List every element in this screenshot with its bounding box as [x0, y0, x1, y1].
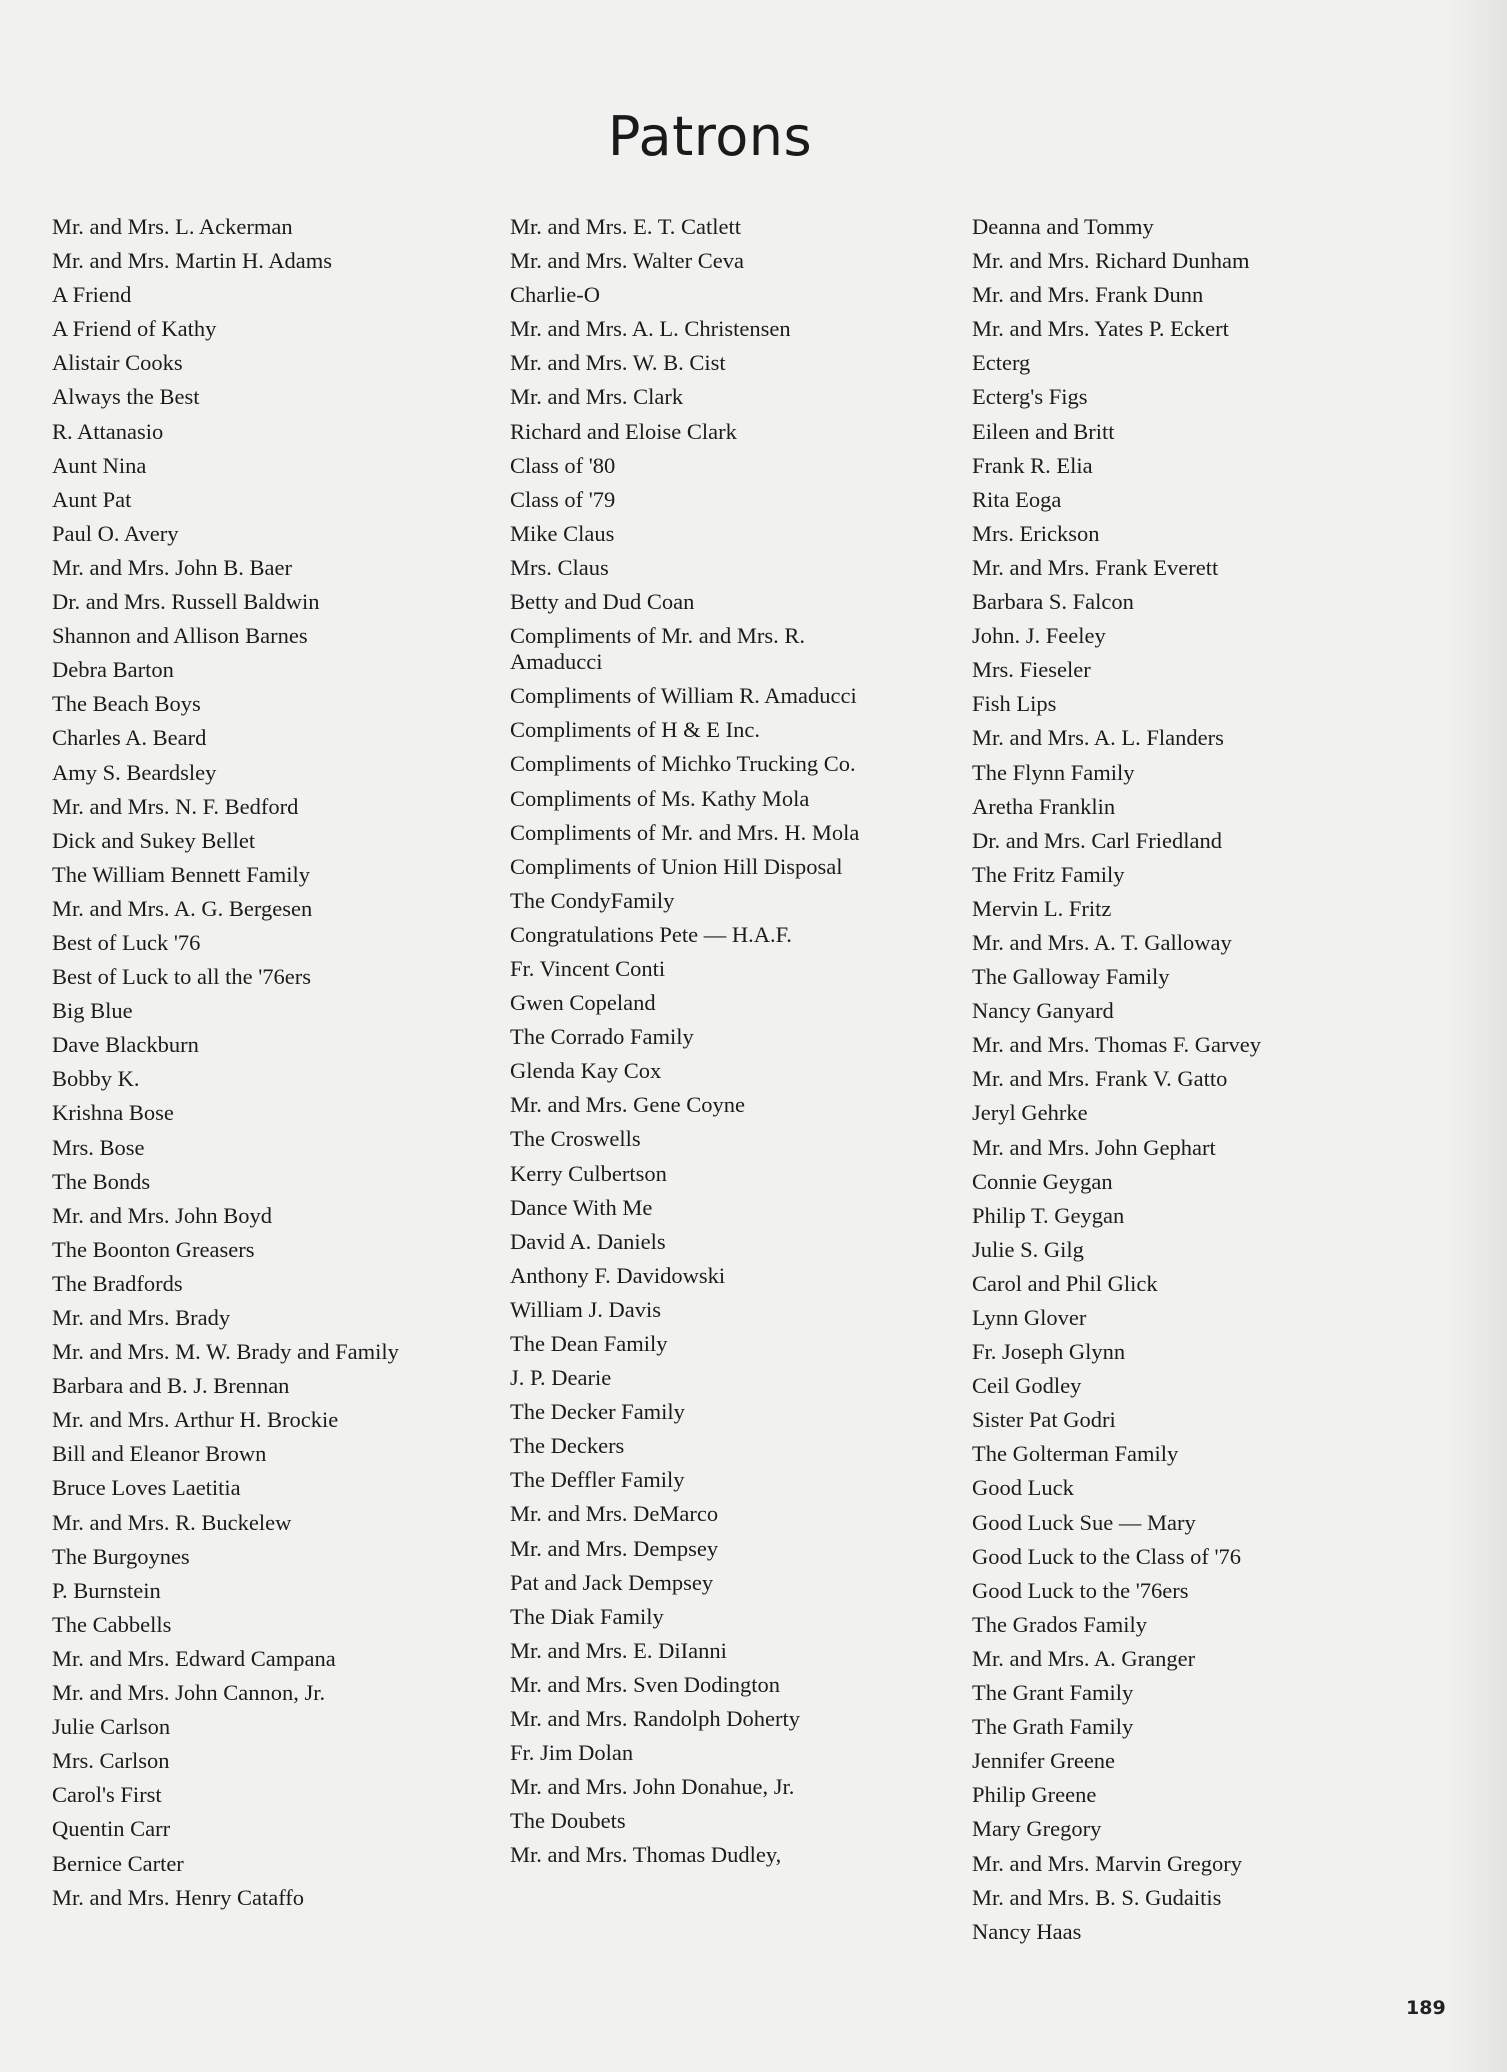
- patron-entry: Gwen Copeland: [510, 990, 656, 1016]
- patron-entry: Jennifer Greene: [972, 1748, 1116, 1774]
- patron-entry: Ceil Godley: [972, 1373, 1082, 1399]
- patron-entry: The CondyFamily: [510, 887, 675, 913]
- patron-entry: Jeryl Gehrke: [972, 1100, 1088, 1126]
- patron-entry: Mrs. Claus: [510, 554, 609, 580]
- patron-entry: Mr. and Mrs. Gene Coyne: [510, 1092, 745, 1118]
- patron-column-2: [510, 214, 900, 1877]
- patron-entry: The Flynn Family: [972, 759, 1135, 785]
- patron-entry: Bill and Eleanor Brown: [52, 1441, 267, 1467]
- patron-entry: The Galloway Family: [972, 964, 1170, 990]
- patron-entry: Mr. and Mrs. A. G. Bergesen: [52, 895, 313, 921]
- patron-entry: Mr. and Mrs. John Donahue, Jr.: [510, 1774, 795, 1800]
- patron-entry: Connie Geygan: [972, 1168, 1113, 1194]
- patron-entry: Philip Greene: [972, 1782, 1097, 1808]
- patron-entry: David A. Daniels: [510, 1228, 666, 1254]
- patron-entry: J. P. Dearie: [510, 1365, 612, 1391]
- patron-entry: Good Luck: [972, 1475, 1074, 1501]
- patron-entry: Charlie-O: [510, 282, 600, 308]
- patron-entry: Nancy Haas: [972, 1918, 1082, 1944]
- patron-entry: Nancy Ganyard: [972, 998, 1114, 1024]
- patron-entry: Glenda Kay Cox: [510, 1058, 662, 1084]
- page-title: Patrons: [607, 105, 813, 168]
- patron-entry: Carol and Phil Glick: [972, 1270, 1158, 1296]
- patron-entry: Mr. and Mrs. Henry Cataffo: [52, 1884, 305, 1910]
- patron-entry: Betty and Dud Coan: [510, 589, 695, 615]
- patron-column-1: [52, 214, 402, 1919]
- patron-entry: Mr. and Mrs. M. W. Brady and Family: [52, 1339, 399, 1365]
- patron-entry: Mr. and Mrs. W. B. Cist: [510, 350, 726, 376]
- patron-entry: The Doubets: [510, 1808, 626, 1834]
- patron-entry: The Grados Family: [972, 1611, 1147, 1637]
- patron-entry: Mr. and Mrs. Brady: [52, 1305, 231, 1330]
- patron-entry: Mr. and Mrs. Dempsey: [510, 1535, 719, 1561]
- patron-entry: Mr. and Mrs. Frank Everett: [972, 554, 1219, 580]
- patron-entry: Bruce Loves Laetitia: [52, 1475, 241, 1501]
- patron-entry: Good Luck Sue — Mary: [972, 1509, 1196, 1535]
- patron-entry: Mr. and Mrs. A. L. Christensen: [510, 316, 791, 342]
- patron-entry: Fr. Vincent Conti: [510, 955, 666, 981]
- patron-entry: Dr. and Mrs. Russell Baldwin: [52, 589, 320, 615]
- patron-entry: Mrs. Erickson: [972, 520, 1100, 546]
- patron-entry: Compliments of Ms. Kathy Mola: [510, 785, 810, 811]
- patron-entry: Eileen and Britt: [972, 418, 1115, 444]
- patron-entry: The Deffler Family: [510, 1467, 685, 1493]
- patron-entry: Mr. and Mrs. Sven Dodington: [510, 1671, 780, 1697]
- patron-entry: Philip T. Geygan: [972, 1202, 1125, 1228]
- patron-entry: Mr. and Mrs. L. Ackerman: [52, 214, 293, 239]
- patron-entry: Mr. and Mrs. E. DiIanni: [510, 1637, 727, 1663]
- patron-entry: The Boonton Greasers: [52, 1236, 255, 1262]
- patron-entry: Mr. and Mrs. John B. Baer: [52, 554, 292, 580]
- patron-entry: Mr. and Mrs. Randolph Doherty: [510, 1706, 800, 1732]
- patron-entry: Deanna and Tommy: [972, 214, 1154, 239]
- patron-entry: Congratulations Pete — H.A.F.: [510, 921, 792, 947]
- patron-entry: Compliments of Mr. and Mrs. R. Amaducci: [510, 623, 806, 675]
- patron-entry: The Deckers: [510, 1433, 625, 1459]
- patron-entry: Pat and Jack Dempsey: [510, 1569, 714, 1595]
- patron-entry: John. J. Feeley: [972, 623, 1106, 649]
- patron-entry: The Decker Family: [510, 1399, 685, 1425]
- patron-entry: Best of Luck to all the '76ers: [52, 964, 311, 990]
- patron-entry: Alistair Cooks: [52, 350, 183, 376]
- patron-entry: Compliments of Michko Trucking Co.: [510, 751, 856, 777]
- patron-entry: Class of '80: [510, 452, 616, 478]
- patron-entry: Fr. Joseph Glynn: [972, 1339, 1126, 1365]
- patron-entry: Mr. and Mrs. Frank V. Gatto: [972, 1066, 1228, 1092]
- patron-entry: Mr. and Mrs. N. F. Bedford: [52, 793, 299, 819]
- patron-entry: Best of Luck '76: [52, 929, 201, 955]
- patron-entry: Aunt Pat: [52, 486, 132, 512]
- patron-entry: Bobby K.: [52, 1066, 140, 1092]
- patron-entry: Frank R. Elia: [972, 452, 1093, 478]
- patron-entry: Mr. and Mrs. Thomas Dudley,: [510, 1842, 782, 1868]
- patron-entry: The Grath Family: [972, 1714, 1134, 1740]
- patron-entry: Mervin L. Fritz: [972, 895, 1112, 921]
- patron-entry: The Burgoynes: [52, 1543, 190, 1569]
- patron-entry: Dick and Sukey Bellet: [52, 827, 256, 853]
- page-number: 189: [1406, 1997, 1446, 2019]
- patron-entry: Anthony F. Davidowski: [510, 1262, 726, 1288]
- patron-entry: Ecterg: [972, 350, 1031, 376]
- patron-entry: Mr. and Mrs. E. T. Catlett: [510, 214, 742, 239]
- patron-entry: Good Luck to the Class of '76: [972, 1543, 1242, 1569]
- patron-entry: The Bonds: [52, 1168, 151, 1194]
- patron-entry: Mr. and Mrs. Marvin Gregory: [972, 1850, 1242, 1876]
- patron-entry: The Beach Boys: [52, 691, 201, 717]
- patron-entry: The Dean Family: [510, 1331, 668, 1356]
- patron-entry: Always the Best: [52, 384, 200, 410]
- patron-entry: Shannon and Allison Barnes: [52, 623, 308, 649]
- patron-entry: R. Attanasio: [52, 418, 164, 444]
- page-edge-shadow: [1447, 0, 1507, 2072]
- patron-entry: Mr. and Mrs. Edward Campana: [52, 1645, 336, 1671]
- patron-entry: Mr. and Mrs. John Cannon, Jr.: [52, 1680, 326, 1706]
- patron-entry: Charles A. Beard: [52, 725, 207, 751]
- patron-entry: Mike Claus: [510, 520, 615, 546]
- patron-entry: Mr. and Mrs. DeMarco: [510, 1501, 719, 1527]
- patron-entry: Barbara S. Falcon: [972, 589, 1134, 615]
- patron-entry: Ecterg's Figs: [972, 384, 1088, 410]
- patron-entry: A Friend: [52, 282, 132, 308]
- patron-entry: Mr. and Mrs. Thomas F. Garvey: [972, 1032, 1262, 1058]
- patron-entry: Mrs. Carlson: [52, 1748, 170, 1774]
- patron-entry: Compliments of H & E Inc.: [510, 717, 760, 743]
- patron-entry: Compliments of William R. Amaducci: [510, 683, 857, 709]
- patron-entry: The Croswells: [510, 1126, 641, 1152]
- patron-column-3: [972, 214, 1352, 1953]
- patron-entry: Paul O. Avery: [52, 520, 179, 546]
- patron-entry: Compliments of Union Hill Disposal: [510, 853, 843, 879]
- patron-entry: Good Luck to the '76ers: [972, 1577, 1189, 1603]
- patron-entry: The William Bennett Family: [52, 861, 311, 887]
- patron-entry: The Diak Family: [510, 1603, 664, 1629]
- patron-entry: Mr. and Mrs. Walter Ceva: [510, 248, 744, 274]
- patron-entry: Mr. and Mrs. A. L. Flanders: [972, 725, 1224, 751]
- patron-entry: Mr. and Mrs. Clark: [510, 384, 684, 410]
- patron-entry: Amy S. Beardsley: [52, 759, 217, 785]
- patron-entry: Krishna Bose: [52, 1100, 174, 1126]
- patron-entry: The Golterman Family: [972, 1441, 1179, 1467]
- patron-entry: Big Blue: [52, 998, 133, 1024]
- patron-entry: Julie S. Gilg: [972, 1236, 1084, 1262]
- patron-entry: Dave Blackburn: [52, 1032, 199, 1058]
- patron-entry: Mr. and Mrs. Frank Dunn: [972, 282, 1204, 308]
- patron-entry: Bernice Carter: [52, 1850, 184, 1876]
- patron-entry: Richard and Eloise Clark: [510, 418, 737, 444]
- patron-entry: Barbara and B. J. Brennan: [52, 1373, 290, 1399]
- patron-entry: Mr. and Mrs. A. Granger: [972, 1645, 1196, 1671]
- patron-entry: The Fritz Family: [972, 861, 1125, 887]
- patron-entry: Mr. and Mrs. Arthur H. Brockie: [52, 1407, 339, 1433]
- patron-entry: Mr. and Mrs. John Boyd: [52, 1202, 273, 1228]
- patron-entry: Mr. and Mrs. R. Buckelew: [52, 1509, 292, 1535]
- patron-entry: Quentin Carr: [52, 1816, 171, 1842]
- patron-entry: The Corrado Family: [510, 1024, 694, 1050]
- patron-entry: Julie Carlson: [52, 1714, 171, 1740]
- patron-entry: Sister Pat Godri: [972, 1407, 1116, 1433]
- patron-entry: The Cabbells: [52, 1611, 172, 1637]
- patron-entry: Aunt Nina: [52, 452, 147, 478]
- patron-entry: Aretha Franklin: [972, 793, 1116, 819]
- patron-entry: Mary Gregory: [972, 1816, 1102, 1842]
- patron-entry: Dance With Me: [510, 1194, 653, 1220]
- patron-entry: Compliments of Mr. and Mrs. H. Mola: [510, 819, 860, 845]
- patron-entry: Fish Lips: [972, 691, 1057, 717]
- patron-entry: A Friend of Kathy: [52, 316, 217, 342]
- patron-entry: Mr. and Mrs. B. S. Gudaitis: [972, 1884, 1222, 1910]
- patron-entry: Lynn Glover: [972, 1305, 1087, 1330]
- patron-entry: William J. Davis: [510, 1296, 661, 1322]
- patron-entry: Mr. and Mrs. Martin H. Adams: [52, 248, 332, 274]
- patron-entry: Carol's First: [52, 1782, 162, 1808]
- patron-entry: Mr. and Mrs. John Gephart: [972, 1134, 1216, 1160]
- patron-entry: Mrs. Fieseler: [972, 657, 1091, 683]
- patron-entry: Fr. Jim Dolan: [510, 1740, 634, 1766]
- patron-entry: Kerry Culbertson: [510, 1160, 667, 1186]
- patron-entry: Mr. and Mrs. A. T. Galloway: [972, 929, 1232, 955]
- patron-entry: The Bradfords: [52, 1270, 183, 1296]
- patron-entry: P. Burnstein: [52, 1577, 161, 1603]
- patron-entry: The Grant Family: [972, 1680, 1134, 1706]
- patron-entry: Rita Eoga: [972, 486, 1062, 512]
- patron-entry: Class of '79: [510, 486, 616, 512]
- patron-entry: Mrs. Bose: [52, 1134, 145, 1160]
- patron-entry: Mr. and Mrs. Richard Dunham: [972, 248, 1250, 274]
- patron-entry: Debra Barton: [52, 657, 174, 683]
- patron-entry: Dr. and Mrs. Carl Friedland: [972, 827, 1222, 853]
- patron-entry: Mr. and Mrs. Yates P. Eckert: [972, 316, 1229, 342]
